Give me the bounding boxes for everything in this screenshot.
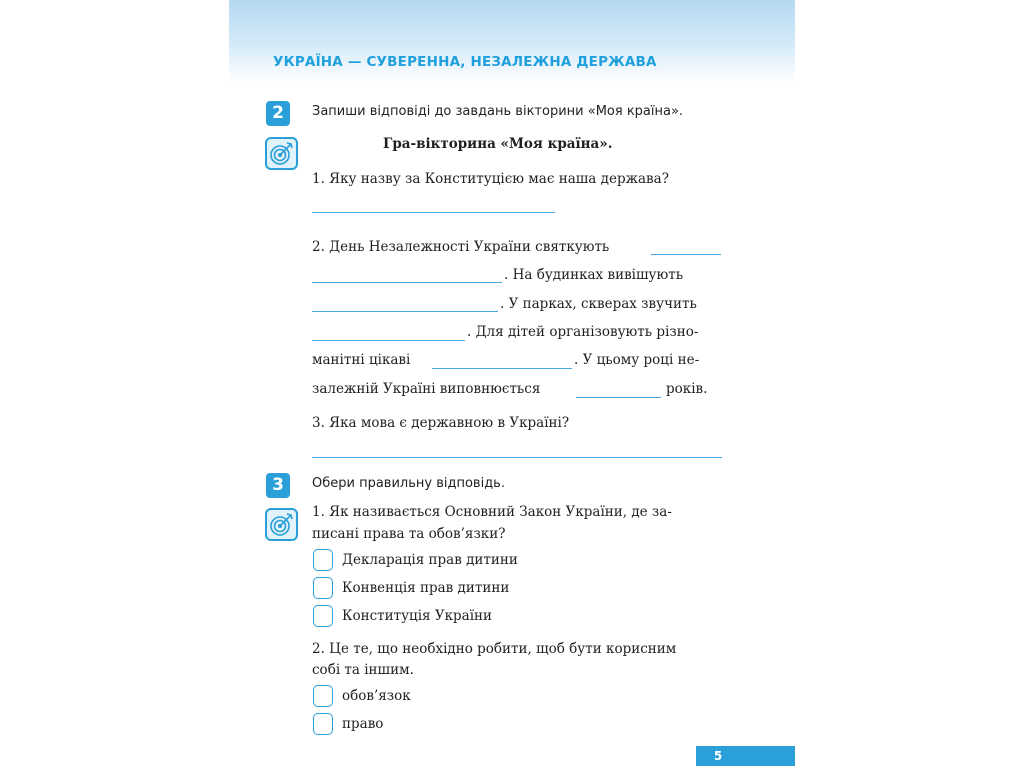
option-label: обов’язок — [342, 688, 411, 704]
option-label: право — [342, 716, 384, 732]
question-3-2-line-1: 2. Це те, що необхідно робити, щоб бути корисним — [312, 641, 677, 657]
question-3-1-line-1: 1. Як називається Основний Закон України, де за- — [312, 504, 672, 520]
answer-blank-years[interactable] — [576, 397, 661, 398]
question-2-2-line-8: років. — [666, 381, 708, 397]
quiz-title: Гра-вікторина «Моя країна». — [383, 136, 613, 152]
option-label: Конвенція прав дитини — [342, 580, 510, 596]
option-checkbox[interactable] — [313, 549, 333, 571]
answer-blank-events[interactable] — [432, 368, 572, 369]
question-2-1: 1. Яку назву за Конституцією має наша держава? — [312, 171, 669, 187]
question-2-3: 3. Яка мова є державною в Україні? — [312, 415, 570, 431]
option-checkbox[interactable] — [313, 577, 333, 599]
answer-blank-anthem[interactable] — [312, 340, 465, 341]
target-icon — [265, 137, 298, 170]
question-2-2-line-5: манітні цікаві — [312, 352, 411, 368]
answer-blank-independence-day[interactable] — [651, 254, 721, 255]
answer-blank-flags[interactable] — [312, 311, 498, 312]
task-3-badge: 3 — [266, 473, 290, 498]
question-2-2-line-4: . Для дітей організовують різно- — [467, 324, 699, 340]
question-2-2-line-7: залежній Україні виповнюється — [312, 381, 541, 397]
target-icon-graphic — [267, 510, 296, 539]
option-checkbox[interactable] — [313, 713, 333, 735]
option-checkbox[interactable] — [313, 685, 333, 707]
question-3-1-line-2: писані права та обов’язки? — [312, 526, 506, 542]
target-icon-graphic — [267, 139, 296, 168]
target-icon — [265, 508, 298, 541]
task-2-instruction: Запиши відповіді до завдань вікторини «Моя країна». — [312, 104, 684, 119]
answer-line-2-3[interactable] — [312, 457, 722, 458]
option-checkbox[interactable] — [313, 605, 333, 627]
question-2-2-line-2: . На будинках вивішують — [504, 267, 684, 283]
question-2-2-line-1: 2. День Незалежності України святкують — [312, 239, 610, 255]
option-label: Декларація прав дитини — [342, 552, 518, 568]
answer-line-2-1[interactable] — [312, 212, 555, 213]
task-3-instruction: Обери правильну відповідь. — [312, 476, 505, 491]
question-2-2-line-6: . У цьому році не- — [574, 352, 700, 368]
question-3-2-line-2: собі та іншим. — [312, 662, 414, 678]
workbook-page — [229, 0, 795, 768]
question-2-2-line-3: . У парках, скверах звучить — [500, 296, 697, 312]
option-label: Конституція України — [342, 608, 493, 624]
page-title: УКРАЇНА — СУВЕРЕННА, НЕЗАЛЕЖНА ДЕРЖАВА — [273, 54, 657, 70]
page-number: 5 — [713, 749, 723, 763]
answer-blank-date[interactable] — [312, 282, 502, 283]
task-2-badge: 2 — [266, 101, 290, 126]
